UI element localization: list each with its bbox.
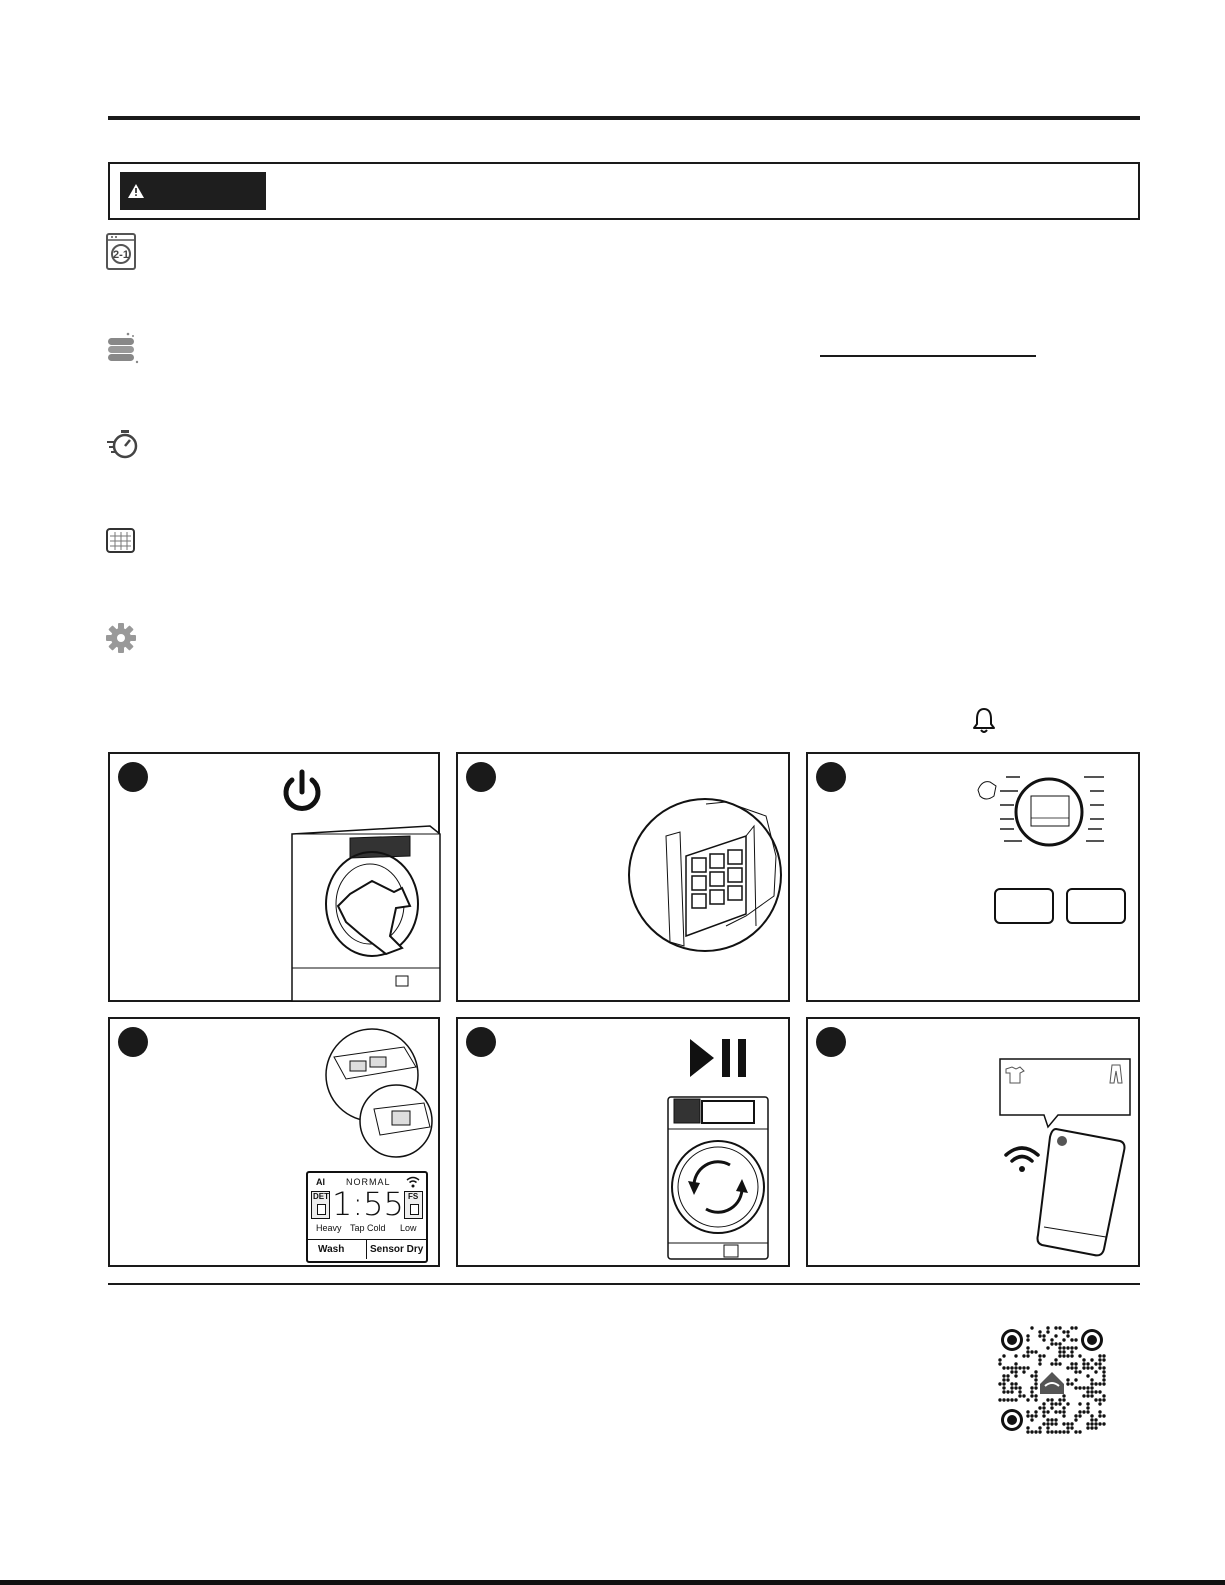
header-rule <box>108 116 1140 120</box>
bell-icon <box>970 706 998 739</box>
lint-filter-grid-icon <box>106 528 138 562</box>
gear-icon <box>106 622 138 656</box>
lint-filter-illustration <box>626 796 784 954</box>
power-icon <box>278 768 326 816</box>
step-number-5 <box>466 1027 496 1057</box>
det-indicator: DET <box>311 1191 330 1219</box>
step-panel-5 <box>456 1017 790 1267</box>
qr-code <box>998 1326 1106 1434</box>
control-display <box>306 1171 428 1263</box>
step-panel-6 <box>806 1017 1140 1267</box>
detergent-dispenser-illustration <box>304 1027 438 1167</box>
step-panel-4 <box>108 1017 440 1267</box>
display-sensor-dry-button: Sensor Dry <box>370 1244 424 1255</box>
option-button-right <box>1066 888 1126 924</box>
step-panel-3 <box>806 752 1140 1002</box>
warning-label <box>120 172 266 210</box>
page-bottom-bar <box>0 1580 1225 1585</box>
option-button-left <box>994 888 1054 924</box>
step-panel-1 <box>108 752 440 1002</box>
step-number-6 <box>816 1027 846 1057</box>
play-pause-icon <box>688 1037 752 1079</box>
step-number-4 <box>118 1027 148 1057</box>
section-rule <box>108 1283 1140 1285</box>
step-number-2 <box>466 762 496 792</box>
step-number-1 <box>118 762 148 792</box>
step-panel-2 <box>456 752 790 1002</box>
cycle-selector-dial-illustration <box>976 768 1126 848</box>
step-number-3 <box>816 762 846 792</box>
washer-dryer-2in1-icon <box>106 233 138 267</box>
notification-bubble <box>998 1057 1134 1115</box>
washer-drum-rotation-illustration <box>666 1095 770 1263</box>
wifi-icon <box>406 1176 420 1188</box>
washer-loading-illustration <box>290 826 440 1001</box>
display-soil: Heavy <box>316 1223 342 1233</box>
display-mode: AI <box>316 1177 325 1187</box>
link-underline <box>820 355 1036 357</box>
fs-indicator: FS <box>404 1191 423 1219</box>
smartphone-illustration <box>1034 1127 1126 1259</box>
stacked-towels-icon <box>106 332 138 366</box>
fast-timer-icon <box>106 428 138 462</box>
display-wash-button: Wash <box>318 1244 345 1255</box>
warning-triangle-icon <box>128 184 144 198</box>
display-dry: Low <box>400 1223 417 1233</box>
display-temp: Tap Cold <box>350 1223 386 1233</box>
display-cycle: NORMAL <box>346 1177 391 1187</box>
display-time: 1:55 <box>332 1185 404 1223</box>
svg-text:2-1: 2-1 <box>113 249 129 261</box>
